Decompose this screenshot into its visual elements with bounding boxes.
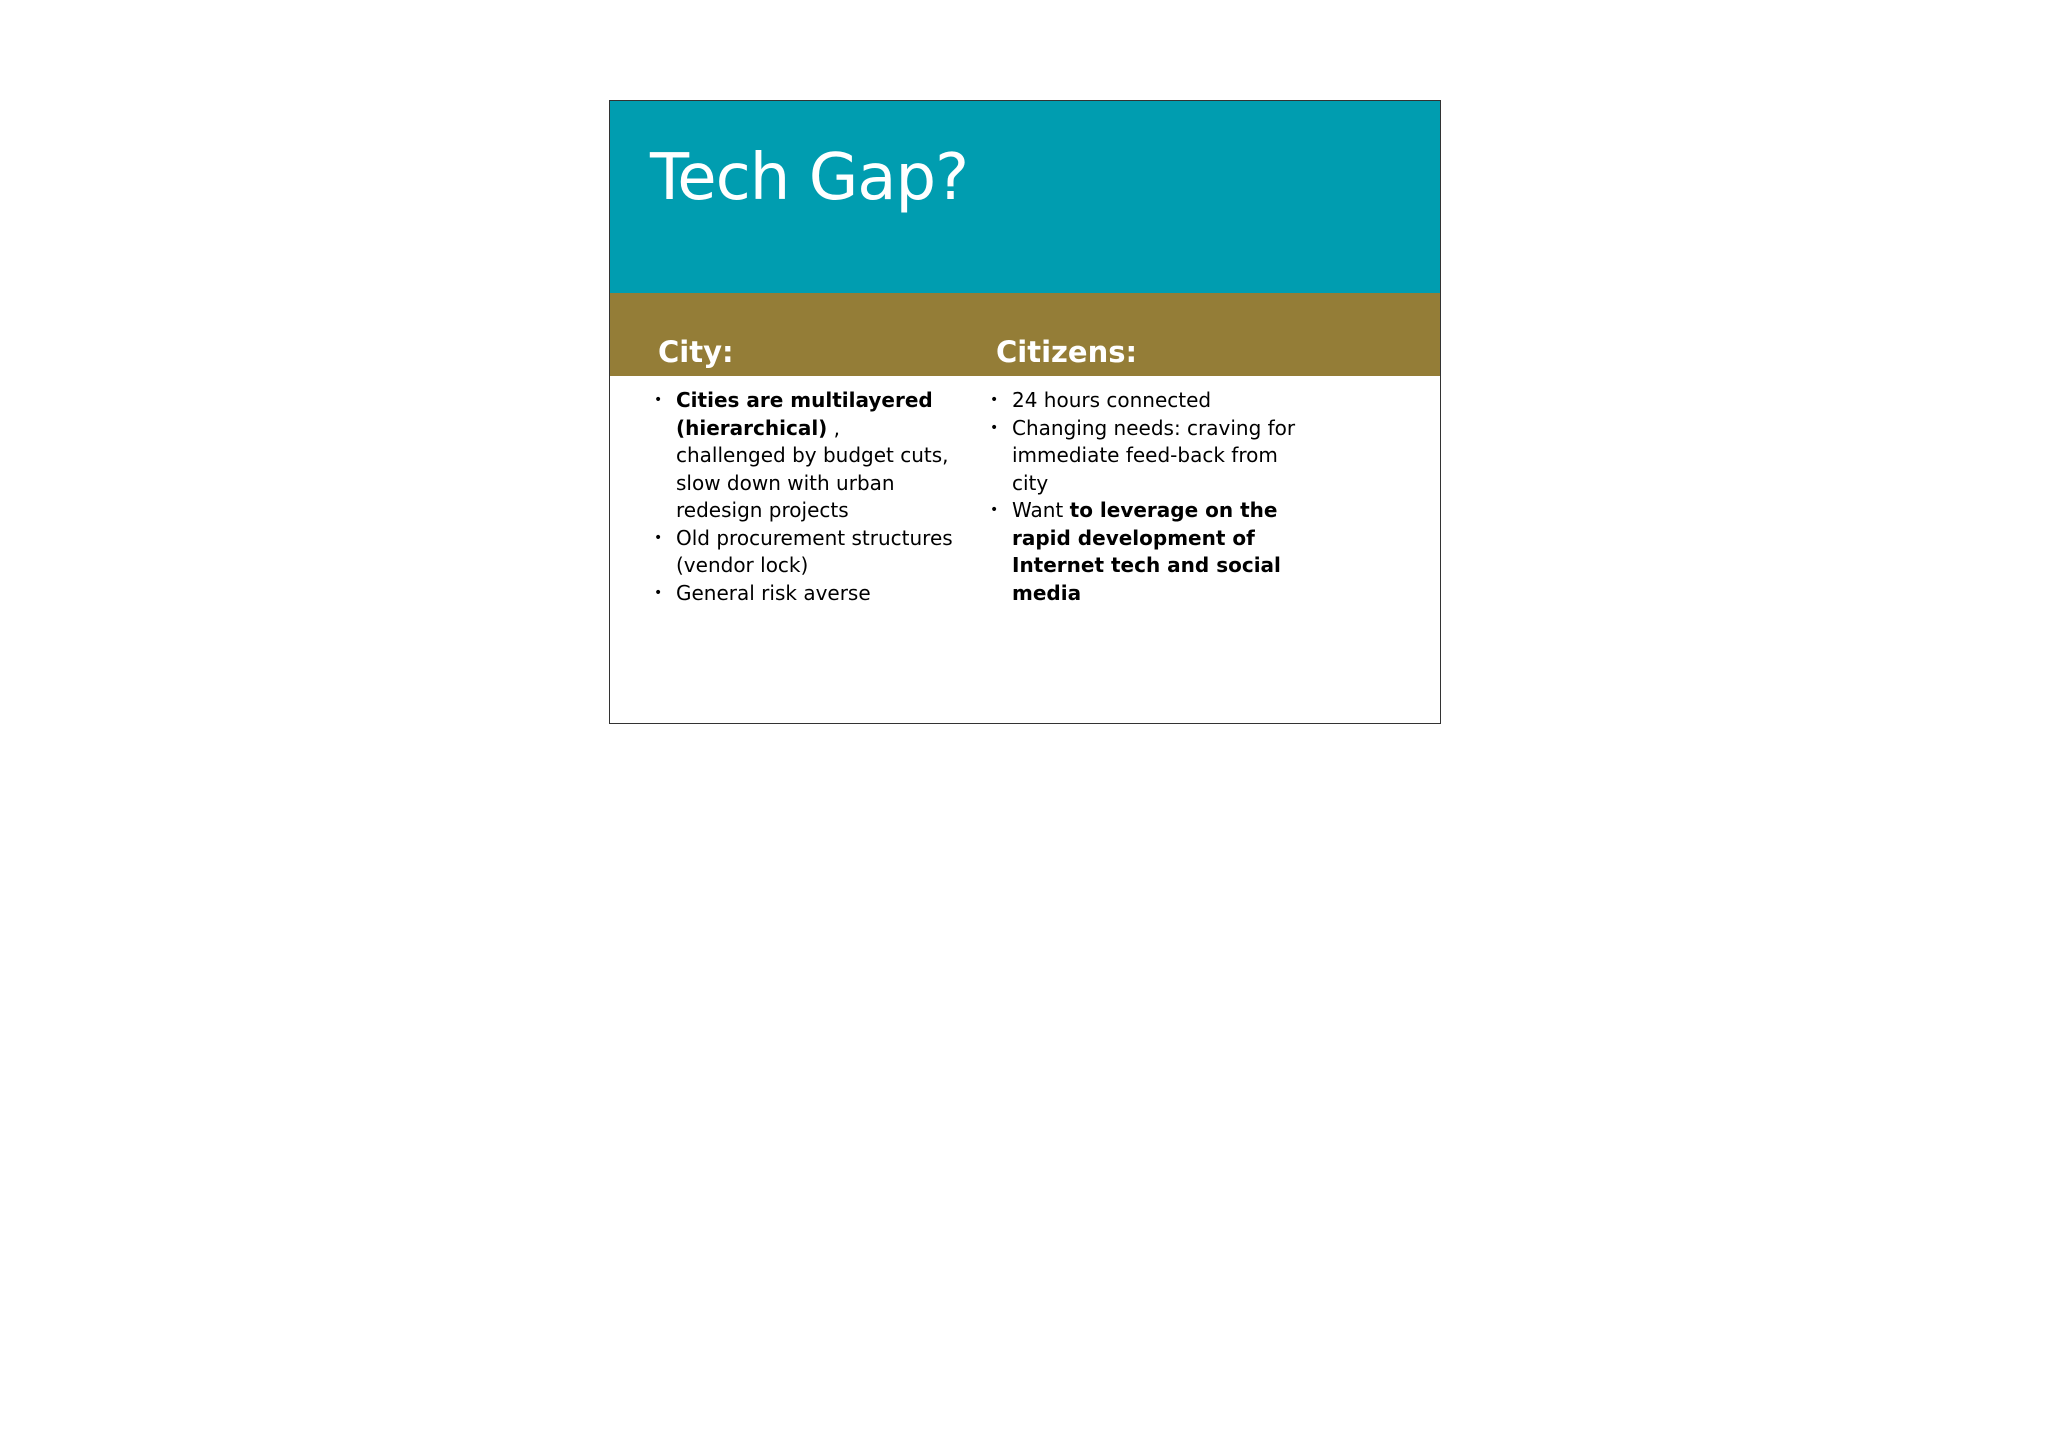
city-bullet-list [654, 387, 954, 607]
citizens-bullet-2-text: Changing needs: craving for immediate feed-back from city [1012, 415, 1296, 495]
city-bullet-1-text: , challenged by budget cuts, slow down with urban redesign projects [676, 415, 949, 522]
city-bullet-2 [654, 525, 954, 580]
citizens-bullet-3-bold: to leverage on the rapid development of Internet tech and social media [1012, 498, 1281, 605]
city-bullet-3-text: General risk averse [676, 580, 871, 605]
bullet-dot-icon: • [654, 529, 663, 546]
bullet-dot-icon: • [990, 502, 999, 518]
citizens-bullet-2 [990, 415, 1320, 498]
title-band [610, 101, 1440, 293]
city-bullet-3 [654, 580, 954, 608]
slide-title: Tech Gap? [650, 141, 969, 215]
citizens-bullet-1-text: 24 hours connected [1012, 388, 1212, 412]
bullet-dot-icon: • [654, 584, 663, 601]
citizens-heading: Citizens: [996, 335, 1138, 369]
city-bullet-2-text: Old procurement structures (vendor lock) [676, 525, 953, 577]
citizens-bullet-3-text: Want [1012, 498, 1070, 522]
citizens-bullet-3 [990, 497, 1320, 607]
citizens-bullet-list [990, 387, 1320, 607]
bullet-dot-icon: • [990, 419, 999, 436]
bullet-dot-icon: • [990, 392, 999, 408]
city-heading: City: [658, 335, 734, 369]
city-bullet-1 [654, 387, 954, 525]
slide [609, 100, 1441, 724]
bullet-dot-icon: • [654, 392, 663, 408]
city-bullet-1-bold: Cities are multilayered (hierarchical) [676, 388, 933, 440]
citizens-bullet-1 [990, 387, 1320, 415]
